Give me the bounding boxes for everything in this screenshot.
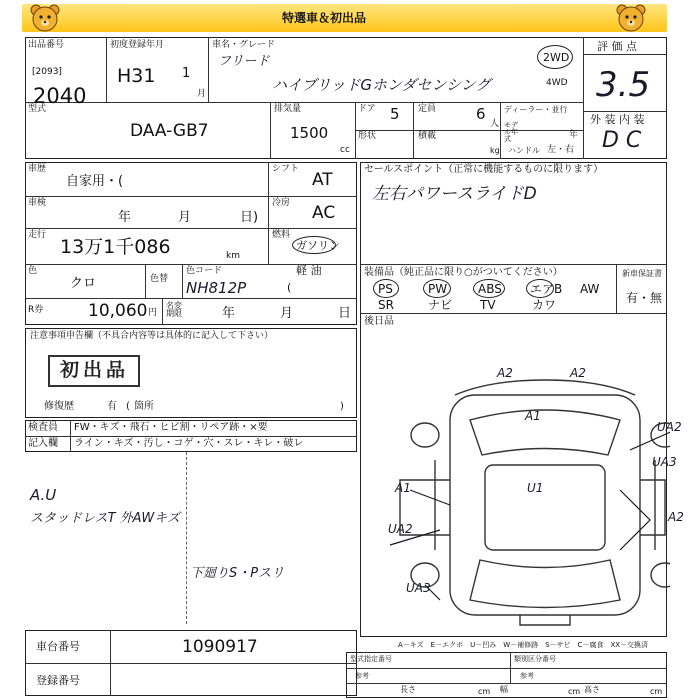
- repair-label: 修復歴: [44, 401, 74, 412]
- history-value: 自家用・(: [66, 174, 124, 189]
- diagram-legend: A－キズ E－エクボ U－凹み W－補修跡 S－サビ C－腐食 XX－交換済: [398, 641, 649, 649]
- displacement-value: 1500: [290, 124, 329, 142]
- ref-label-2: 参考: [520, 672, 534, 680]
- warranty-label: 新車保証書: [622, 269, 662, 278]
- equip-abs-circle: [473, 279, 505, 298]
- repair-paren: (: [126, 401, 130, 412]
- equip-navi: ナビ: [428, 298, 453, 312]
- recycle-label: R券: [28, 305, 44, 315]
- inspection-label: 車検: [28, 198, 47, 208]
- chassis-label: 車台番号: [36, 640, 80, 653]
- type-spec-label: 型式指定番号: [350, 655, 392, 663]
- dealer-label: ディーラー・並行: [504, 105, 568, 114]
- car-name-value: フリード: [218, 54, 270, 69]
- bear-mascot-icon: [30, 4, 60, 32]
- equip-airbag-circle: [526, 279, 554, 298]
- ref-label-1: 参考: [355, 672, 369, 680]
- equip-sr: SR: [378, 298, 394, 312]
- ext-int-value: D C: [602, 128, 642, 153]
- notes-label: 注意事項申告欄（不具合内容等は具体的に記入して下さい）: [30, 331, 274, 341]
- color-swap-label: 色替: [150, 274, 169, 284]
- diagram-mark: UA2: [657, 420, 682, 434]
- lot-code: [2093]: [32, 67, 62, 77]
- diagram-mark: A2: [497, 366, 513, 380]
- recycle-unit: 円: [148, 308, 158, 318]
- history-label: 車歴: [28, 164, 47, 174]
- sales-point-label: セールスポイント（正常に機能するものに限ります）: [364, 164, 604, 175]
- warranty-value: 有・無: [626, 291, 663, 305]
- repair-parts: 箇所: [134, 401, 154, 412]
- equip-leather: カワ: [532, 298, 557, 312]
- height-label: 高さ: [584, 685, 600, 694]
- equip-abs: ABS: [478, 282, 502, 296]
- sales-point-note: 左右パワースライドD: [372, 184, 537, 204]
- aircon-value: AC: [312, 203, 336, 223]
- color-label: 色: [28, 266, 38, 276]
- mileage-value: 13万1千086: [60, 236, 171, 258]
- drive-2wd: 2WD: [543, 51, 570, 64]
- diagram-mark: UA3: [652, 455, 677, 469]
- inspector-row1: FW・キズ・飛石・ヒビ割・リペア跡・×要: [74, 422, 268, 433]
- drive-4wd: 4WD: [546, 78, 568, 88]
- mileage-label: 走行: [28, 230, 47, 240]
- equip-airbag: エアB: [530, 282, 563, 296]
- inspector-row2: ライン・キズ・汚し・コゲ・穴・スレ・キレ・破レ: [74, 438, 304, 449]
- shift-label: シフト: [272, 164, 300, 174]
- first-reg-month-unit: 月: [197, 89, 207, 99]
- bear-mascot-icon: [616, 4, 646, 32]
- diagram-mark: A1: [395, 481, 411, 495]
- hand-note-2: スタッドレスT 外AWキズ: [30, 511, 180, 526]
- handle-label: ハンドル: [508, 146, 540, 155]
- capacity-unit: 人: [490, 119, 500, 129]
- capacity-value: 6: [476, 105, 486, 123]
- diagram-mark: U1: [527, 481, 544, 495]
- model-year-unit: 年: [569, 130, 579, 140]
- header-title: 特選車＆初出品: [282, 11, 367, 25]
- hand-note-3: 下廻りS・Pスリ: [190, 566, 285, 581]
- fuel-gasoline: ガソリン: [296, 239, 340, 252]
- car-grade-value: ハイブリッドGホンダセンシング: [272, 76, 491, 94]
- color-value: クロ: [70, 276, 97, 291]
- mileage-unit: km: [226, 251, 240, 261]
- load-label: 積載: [418, 131, 437, 141]
- name-change-label: 名変期限: [166, 301, 182, 318]
- name-change-month: 月: [280, 306, 294, 321]
- name-change-year: 年: [222, 306, 236, 321]
- model-value: DAA-GB7: [130, 121, 209, 141]
- equipment-label: 装備品（純正品に限り○がついてください）: [364, 267, 563, 278]
- equip-aw: AW: [580, 282, 600, 296]
- color-code-value: NH812P: [186, 279, 247, 297]
- length-label: 長さ: [400, 685, 416, 694]
- class-spec-label: 類別区分番号: [514, 655, 556, 663]
- diagram-mark: UA3: [406, 581, 431, 595]
- repair-value: 有: [107, 401, 117, 412]
- equip-pw: PW: [428, 282, 448, 296]
- car-name-label: 車名・グレード: [212, 40, 276, 50]
- equip-ps-circle: [373, 279, 399, 298]
- inspection-year-unit: 年: [118, 210, 132, 225]
- registration-label: 登録番号: [36, 674, 80, 687]
- equip-pw-circle: [423, 279, 451, 298]
- first-reg-year: H31: [117, 65, 156, 87]
- width-cm: cm: [568, 687, 581, 696]
- doors-label: ドア: [358, 104, 376, 114]
- fuel-label: 燃料: [272, 230, 291, 240]
- lot-label: 出品番号: [28, 40, 65, 50]
- inspector-label: 検査員: [28, 422, 58, 433]
- shift-value: AT: [312, 170, 333, 190]
- load-unit: kg: [490, 146, 500, 155]
- repair-close: ): [340, 401, 344, 412]
- equip-tv: TV: [480, 298, 496, 312]
- rear-items-label: 後日品: [364, 316, 394, 327]
- first-reg-month: 1: [182, 66, 191, 81]
- lot-number: 2040: [33, 84, 87, 108]
- equip-ps: PS: [378, 282, 393, 296]
- grade-score-label: 評 価 点: [597, 40, 637, 53]
- doors-value: 5: [390, 105, 400, 123]
- length-cm: cm: [478, 687, 491, 696]
- fuel-paren: (: [287, 281, 292, 294]
- color-code-label: 色コード: [186, 266, 223, 276]
- diagram-mark: A2: [570, 366, 586, 380]
- shape-label: 形状: [358, 131, 377, 141]
- first-listing-stamp-text: 初出品: [60, 359, 130, 381]
- capacity-label: 定員: [418, 104, 437, 114]
- chassis-value: 1090917: [182, 637, 258, 657]
- name-change-day: 日: [338, 306, 352, 321]
- diagram-mark: A2: [668, 510, 684, 524]
- aircon-label: 冷房: [272, 198, 291, 208]
- entry-label: 記入欄: [28, 438, 58, 449]
- first-reg-label: 初度登録年月: [110, 40, 165, 50]
- diagram-mark: UA2: [388, 522, 413, 536]
- inspection-day-unit: 日): [240, 210, 259, 225]
- inspection-month-unit: 月: [178, 210, 192, 225]
- fuel-diesel: 軽 油: [296, 264, 322, 277]
- height-cm: cm: [650, 687, 663, 696]
- displacement-label: 排気量: [274, 104, 302, 114]
- displacement-unit: cc: [340, 145, 350, 155]
- recycle-value: 10,060: [88, 301, 148, 321]
- grade-score-value: 3.5: [596, 65, 651, 105]
- ext-int-label: 外 装 内 装: [590, 113, 645, 126]
- diagram-mark: A1: [525, 409, 541, 423]
- model-year-label: モデル年式: [504, 121, 518, 143]
- hand-note-1: A.U: [30, 486, 57, 504]
- width-label: 幅: [500, 685, 508, 694]
- handle-value: 左・右: [547, 145, 575, 155]
- model-label: 型式: [28, 104, 47, 114]
